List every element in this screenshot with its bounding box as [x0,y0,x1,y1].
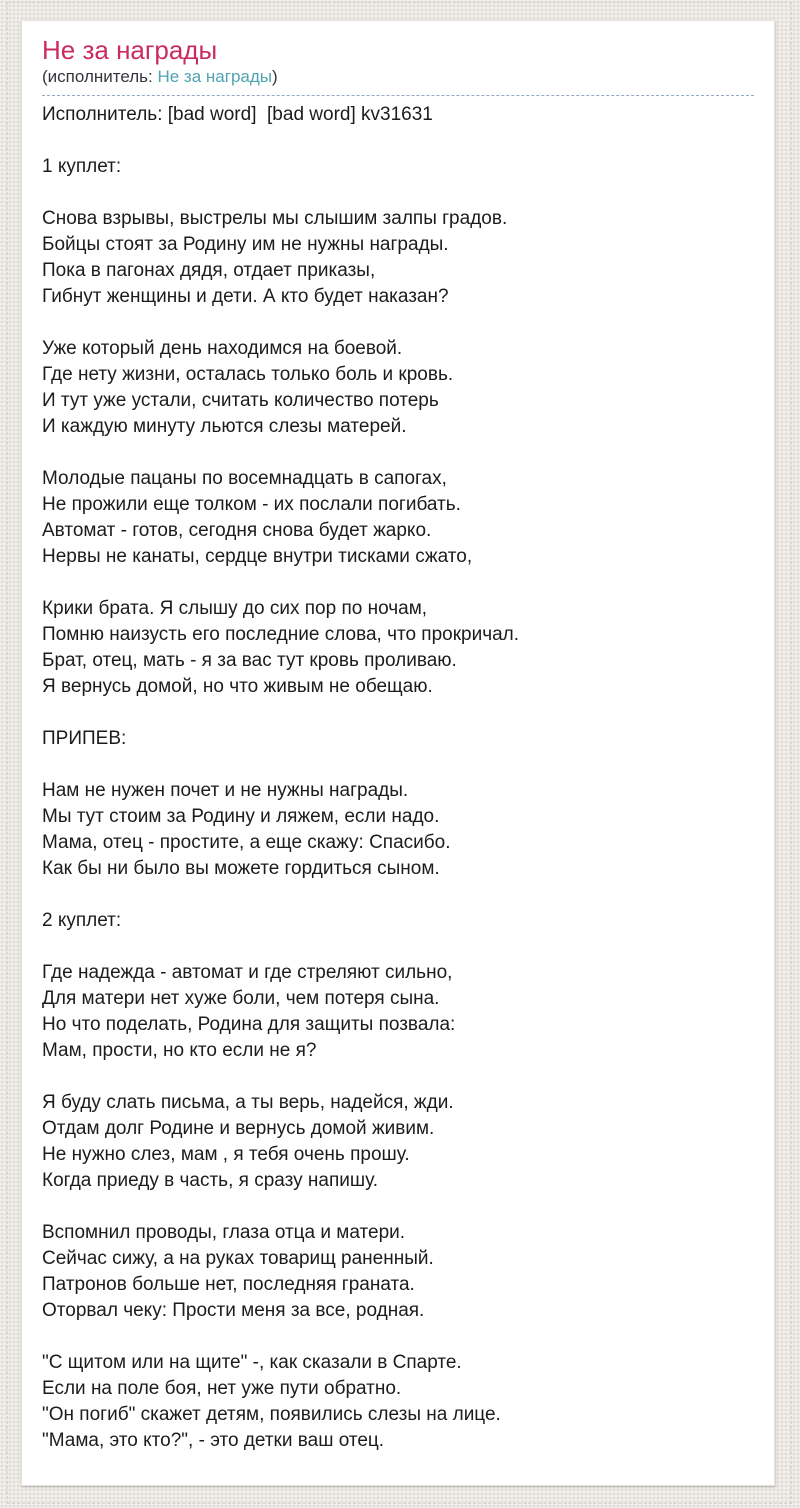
lyrics-stanza [42,1090,754,1194]
lyrics-line: Мам, прости, но кто если не я? [42,1040,317,1061]
lyrics-line: Пока в пагонах дядя, отдает приказы, [42,260,376,281]
lyrics-line: Исполнитель: [bad word] [bad word] kv31631 [42,104,433,125]
lyrics-line: Нам не нужен почет и не нужны награды. [42,780,409,801]
lyrics-line: Вспомнил проводы, глаза отца и матери. [42,1222,406,1243]
lyrics-stanza [42,102,754,128]
lyrics-line: Мы тут стоим за Родину и ляжем, если надо. [42,806,440,827]
lyrics-line: Бойцы стоят за Родину им не нужны награды. [42,234,449,255]
lyrics-line: Где нету жизни, осталась только боль и кровь. [42,364,454,385]
lyrics-stanza [42,908,754,934]
artist-label: (исполнитель: [42,67,158,86]
lyrics-line: Патронов больше нет, последняя граната. [42,1274,415,1295]
lyrics-line: Как бы ни было вы можете гордиться сыном. [42,858,440,879]
lyrics-line: И тут уже устали, считать количество потерь [42,390,439,411]
lyrics-line: Сейчас сижу, а на руках товарищ раненный. [42,1248,434,1269]
artist-line [42,66,754,96]
lyrics-line: Крики брата. Я слышу до сих пор по ночам, [42,598,428,619]
lyrics-stanza [42,778,754,882]
lyrics-text [42,102,754,1454]
lyrics-line: ПРИПЕВ: [42,728,127,749]
lyrics-line: Я буду слать письма, а ты верь, надейся, жди. [42,1092,454,1113]
lyrics-line: Не нужно слез, мам , я тебя очень прошу. [42,1144,410,1165]
lyrics-line: Мама, отец - простите, а еще скажу: Спасибо. [42,832,451,853]
lyrics-line: Я вернусь домой, но что живым не обещаю. [42,676,433,697]
lyrics-stanza [42,960,754,1064]
lyrics-line: Помню наизусть его последние слова, что прокричал. [42,624,520,645]
lyrics-stanza [42,1350,754,1454]
lyrics-line: Нервы не канаты, сердце внутри тисками сжато, [42,546,473,567]
lyrics-line: Оторвал чеку: Прости меня за все, родная. [42,1300,425,1321]
lyrics-line: Снова взрывы, выстрелы мы слышим залпы градов. [42,208,508,229]
lyrics-stanza [42,1220,754,1324]
lyrics-line: "Мама, это кто?", - это детки ваш отец. [42,1430,385,1451]
lyrics-stanza [42,726,754,752]
page-title: Не за награды [42,35,218,65]
artist-link[interactable]: Не за награды [157,67,272,86]
lyrics-line: Когда приеду в часть, я сразу напишу. [42,1170,378,1191]
lyrics-line: Автомат - готов, сегодня снова будет жарко. [42,520,432,541]
artist-line-close: ) [272,67,278,86]
lyrics-stanza [42,466,754,570]
lyrics-line: Если на поле боя, нет уже пути обратно. [42,1378,402,1399]
lyrics-stanza [42,596,754,700]
lyrics-line: Брат, отец, мать - я за вас тут кровь проливаю. [42,650,457,671]
lyrics-line: Молодые пацаны по восемнадцать в сапогах, [42,468,447,489]
lyrics-line: Для матери нет хуже боли, чем потеря сына. [42,988,440,1009]
lyrics-card [21,20,775,1486]
lyrics-line: "С щитом или на щите" -, как сказали в Спарте. [42,1352,462,1373]
lyrics-stanza [42,336,754,440]
lyrics-stanza [42,154,754,180]
lyrics-line: Гибнут женщины и дети. А кто будет наказан? [42,286,449,307]
lyrics-line: Уже который день находимся на боевой. [42,338,403,359]
lyrics-line: 2 куплет: [42,910,122,931]
lyrics-line: 1 куплет: [42,156,122,177]
lyrics-line: И каждую минуту льются слезы матерей. [42,416,407,437]
lyrics-line: Отдам долг Родине и вернусь домой живим. [42,1118,435,1139]
lyrics-line: Где надежда - автомат и где стреляют сильно, [42,962,453,983]
lyrics-line: Не прожили еще толком - их послали погибать. [42,494,461,515]
lyrics-line: "Он погиб" скажет детям, появились слезы на лице. [42,1404,501,1425]
lyrics-stanza [42,206,754,310]
lyrics-line: Но что поделать, Родина для защиты позвала: [42,1014,456,1035]
